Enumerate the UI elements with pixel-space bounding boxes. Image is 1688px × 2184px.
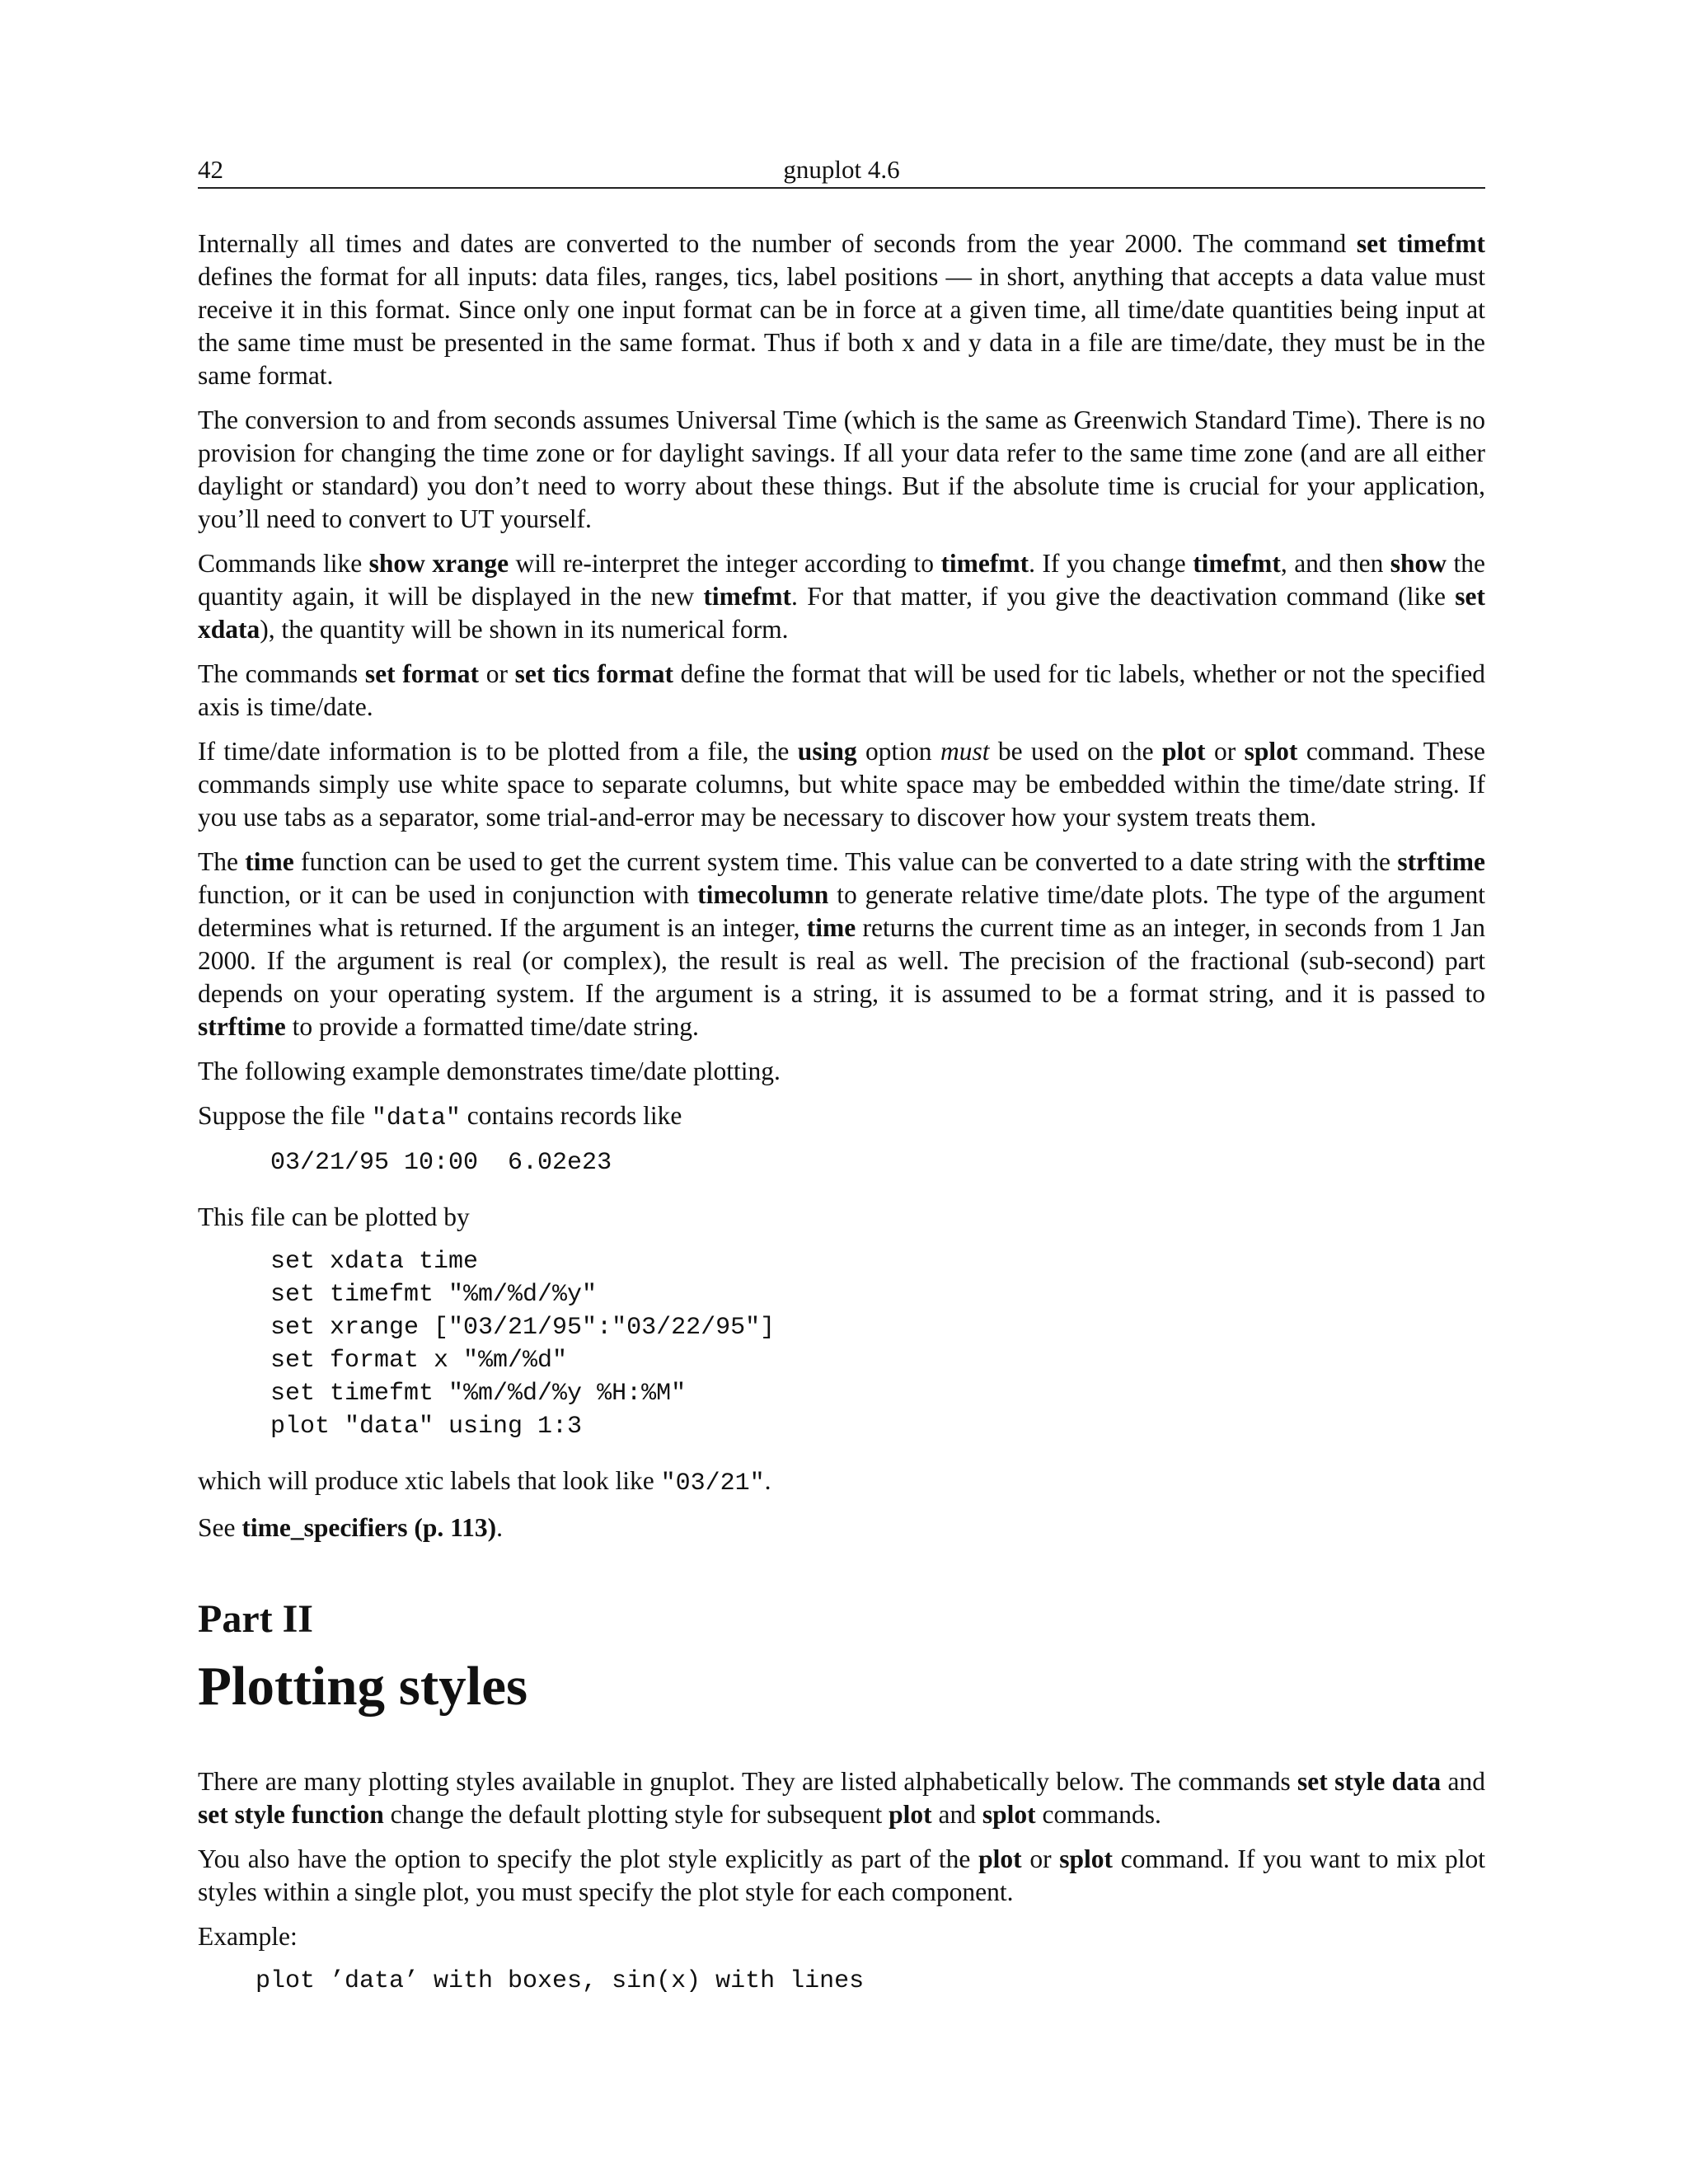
paragraph-suppose-file: Suppose the file "data" contains records like	[198, 1101, 682, 1132]
inline-code: "data"	[371, 1104, 461, 1132]
page-body	[198, 227, 1485, 2019]
paragraph-using-option: If time/date information is to be plotted from a file, the using option must be used on the plot or splot command. These commands simply use white space to separate columns, but white space may be embedded within the time/date string. If you use tabs as a separator, some trial-and-error may be necessary to discover how your system treats them.	[198, 737, 1485, 832]
paragraph-plotting-styles-intro: There are many plotting styles available in gnuplot. They are listed alphabetically below. The commands set style data and set style function change the default plotting style for subsequent plot and splot commands.	[198, 1767, 1485, 1829]
keyword: set style function	[198, 1800, 384, 1829]
emphasis: must	[940, 737, 990, 766]
code-block-data-record: 03/21/95 10:00 6.02e23	[270, 1149, 612, 1177]
keyword: timefmt	[703, 582, 792, 611]
keyword: timecolumn	[697, 880, 829, 909]
keyword: set style data	[1297, 1767, 1442, 1796]
keyword: splot	[1244, 737, 1298, 766]
keyword: timefmt	[940, 549, 1029, 578]
paragraph-example-label: Example:	[198, 1922, 298, 1951]
keyword: splot	[982, 1800, 1036, 1829]
paragraph-mix-styles: You also have the option to specify the plot style explicitly as part of the plot or splot command. If you want to mix plot styles within a single plot, you must specify the plot style for each component.	[198, 1844, 1485, 1906]
keyword: set format	[364, 659, 479, 688]
keyword: splot	[1059, 1844, 1114, 1873]
part-label: Part II	[198, 1597, 313, 1641]
page-header	[198, 152, 1485, 189]
running-title: gnuplot 4.6	[783, 155, 900, 184]
keyword: plot	[889, 1800, 932, 1829]
keyword: set tics format	[514, 659, 673, 688]
keyword: time	[245, 847, 294, 876]
keyword: using	[797, 737, 857, 766]
keyword: show	[1390, 549, 1447, 578]
paragraph-plotted-by: This file can be plotted by	[198, 1202, 470, 1231]
keyword: strftime	[1397, 847, 1485, 876]
cross-reference-link[interactable]: time_specifiers (p. 113)	[241, 1513, 497, 1542]
keyword: set timefmt	[1356, 229, 1486, 258]
code-block-style-example: plot ’data’ with boxes, sin(x) with lines	[256, 1967, 865, 1995]
keyword: time	[806, 913, 856, 942]
page-number: 42	[198, 155, 223, 184]
keyword: show xrange	[368, 549, 509, 578]
inline-code: "03/21"	[660, 1469, 765, 1497]
paragraph-time-function: The time function can be used to get the current system time. This value can be converted to a date string with the strftime function, or it can be used in conjunction with timecolumn to generate relative time/date plots. The type of the argument determines what is returned. If the argument is an integer, time returns the current time as an integer, in seconds from 1 Jan 2000. If the argument is real (or complex), the result is real as well. The precision of the fractional (sub-second) part depends on your operating system. If the argument is a string, it is assumed to be a format string, and it is passed to strftime to provide a formatted time/date string.	[198, 847, 1485, 1041]
code-block-plot-commands: set xdata time set timefmt "%m/%d/%y" set xrange ["03/21/95":"03/22/95"] set format x "%m/%d" set timefmt "%m/%d/%y %H:%M" plot "data" using 1:3	[270, 1248, 776, 1441]
keyword: plot	[978, 1844, 1022, 1873]
paragraph-see-also: See time_specifiers (p. 113).	[198, 1513, 504, 1542]
paragraph-xtic-labels: which will produce xtic labels that look like "03/21".	[198, 1466, 771, 1497]
keyword: timefmt	[1193, 549, 1281, 578]
keyword: plot	[1162, 737, 1206, 766]
paragraph-set-format: The commands set format or set tics format define the format that will be used for tic labels, whether or not the specified axis is time/date.	[198, 659, 1485, 721]
paragraph-time-conversion: Internally all times and dates are converted to the number of seconds from the year 2000. The command set timefmt defines the format for all inputs: data files, ranges, tics, label positions — in short, anything that accepts a data value must receive it in this format. Since only one input format can be in force at a given time, all time/date quantities being input at the same time must be presented in the same format. Thus if both x and y data in a file are time/date, they must be in the same format.	[198, 229, 1486, 390]
keyword: strftime	[198, 1012, 286, 1041]
paragraph-universal-time: The conversion to and from seconds assumes Universal Time (which is the same as Greenwich Standard Time). There is no provision for changing the time zone or for daylight savings. If all your data refer to the same time zone (and are all either daylight or standard) you don’t need to worry about these things. But if the absolute time is crucial for your application, you’ll need to convert to UT yourself.	[198, 405, 1485, 533]
paragraph-example-intro: The following example demonstrates time/date plotting.	[198, 1057, 781, 1085]
paragraph-show-xrange: Commands like show xrange will re-interpret the integer according to timefmt. If you change timefmt, and then show the quantity again, it will be displayed in the new timefmt. For that matter, if you give the deactivation command (like set xdata), the quantity will be shown in its numerical form.	[198, 549, 1485, 644]
keyword: set xdata	[198, 582, 1485, 644]
part-title: Plotting styles	[198, 1656, 528, 1717]
